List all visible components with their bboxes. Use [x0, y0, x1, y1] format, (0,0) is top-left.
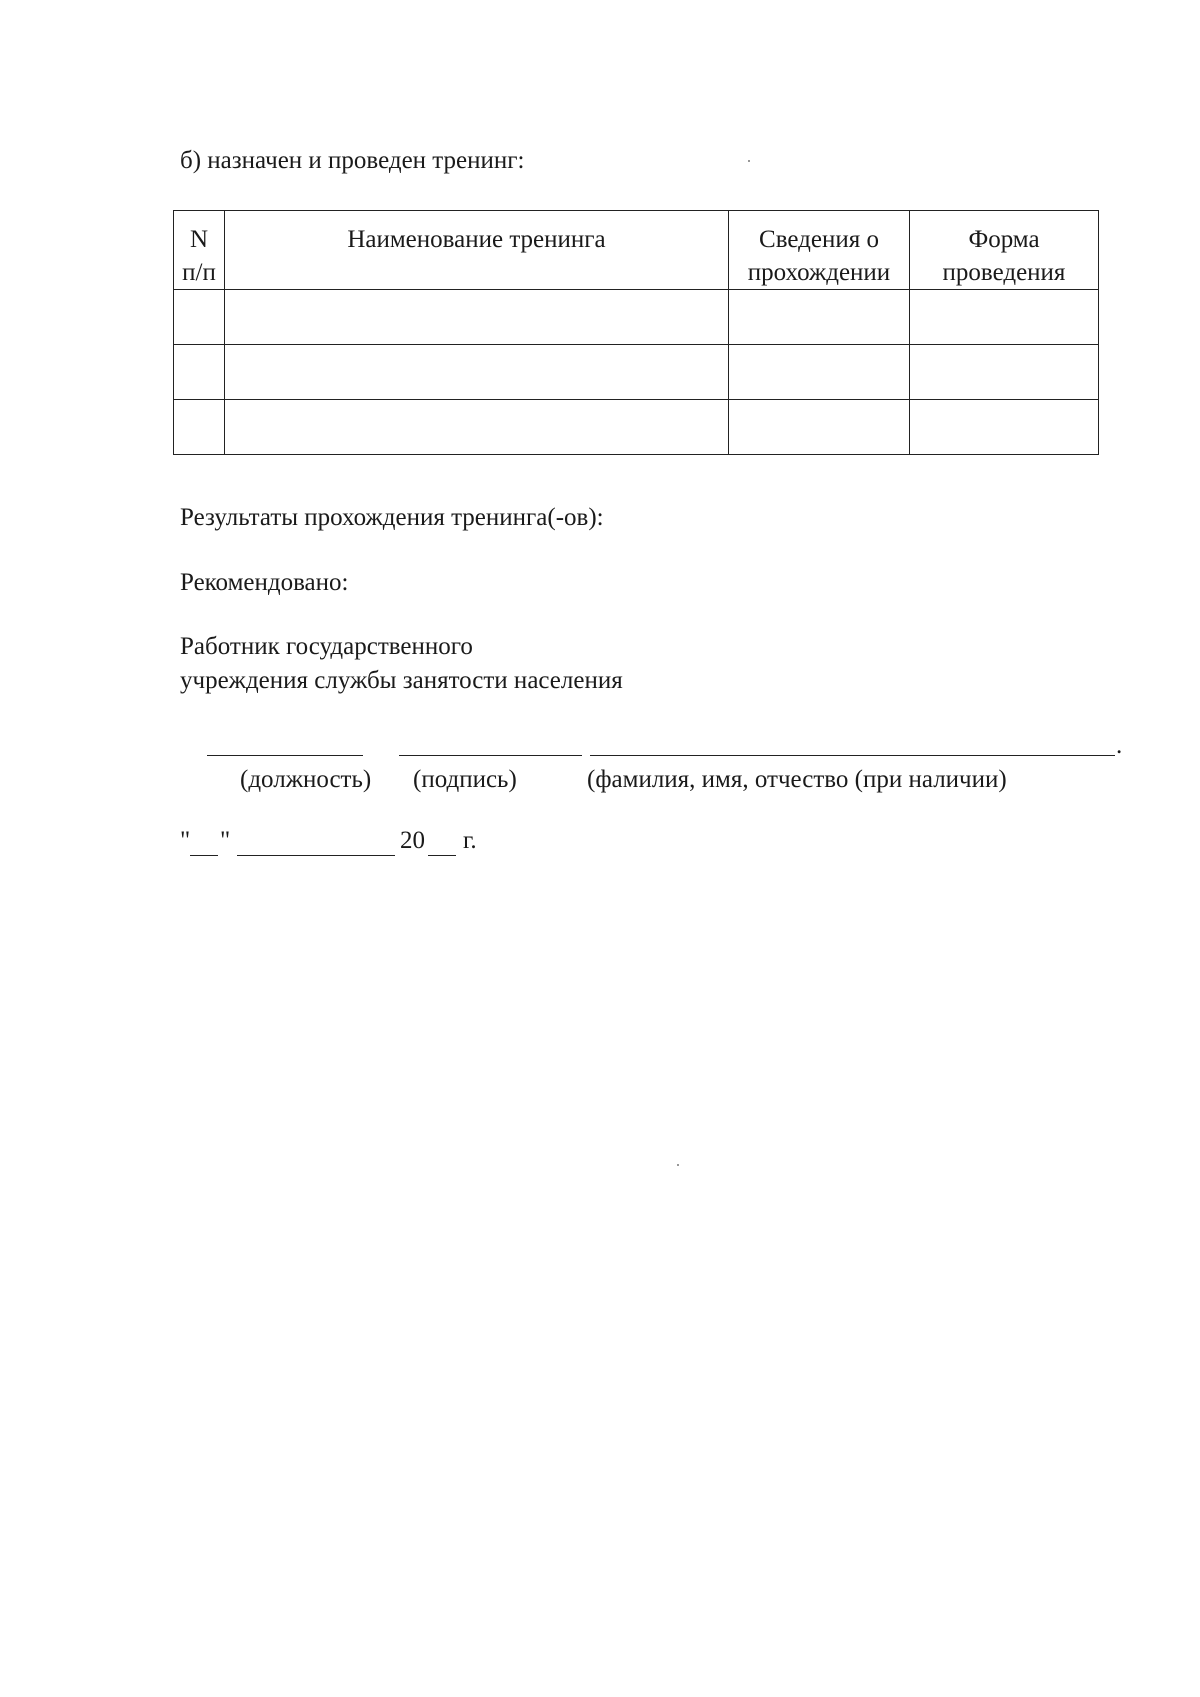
table-cell[interactable]	[225, 400, 729, 455]
training-table	[173, 210, 1099, 455]
table-cell[interactable]	[910, 290, 1099, 345]
scan-speck	[677, 1164, 679, 1166]
header-format-line1: Форма	[968, 226, 1040, 253]
scan-speck	[748, 160, 750, 162]
table-cell[interactable]	[174, 290, 225, 345]
date-day-close-quote: "	[220, 827, 231, 854]
section-heading: б) назначен и проведен тренинг:	[180, 147, 525, 174]
header-format-line2: проведения	[942, 259, 1066, 286]
date-year-prefix: 20	[400, 827, 425, 854]
table-cell[interactable]	[910, 400, 1099, 455]
table-cell[interactable]	[910, 345, 1099, 400]
header-training-name	[225, 211, 729, 290]
employee-title-line1: Работник государственного	[180, 633, 473, 660]
header-number-line2: п/п	[182, 259, 216, 286]
table-cell[interactable]	[729, 290, 910, 345]
fullname-blank-line[interactable]	[590, 755, 1115, 756]
table-header-row	[174, 211, 1099, 290]
date-year-suffix: г.	[463, 827, 477, 854]
table-cell[interactable]	[174, 345, 225, 400]
signature-caption: (подпись)	[413, 766, 517, 793]
header-format	[910, 211, 1099, 290]
date-month-blank[interactable]	[237, 855, 395, 856]
header-completion-info-line2: прохождении	[747, 259, 891, 286]
date-day-blank[interactable]	[190, 855, 218, 856]
blank-line-end-mark: .	[1116, 732, 1123, 759]
table-cell[interactable]	[729, 400, 910, 455]
header-training-name-line1: Наименование тренинга	[347, 226, 606, 253]
table-row	[174, 290, 1099, 345]
header-number	[174, 211, 225, 290]
header-completion-info	[729, 211, 910, 290]
date-day-open-quote: "	[180, 827, 191, 854]
table-cell[interactable]	[174, 400, 225, 455]
header-number-line1: N	[189, 226, 209, 253]
table-row	[174, 400, 1099, 455]
recommended-label: Рекомендовано:	[180, 569, 349, 596]
position-caption: (должность)	[240, 766, 372, 793]
header-completion-info-line1: Сведения о	[759, 226, 879, 253]
table-cell[interactable]	[225, 290, 729, 345]
signature-blank-line[interactable]	[399, 755, 582, 756]
employee-title-line2: учреждения службы занятости населения	[180, 667, 623, 694]
position-blank-line[interactable]	[207, 755, 363, 756]
table-cell[interactable]	[225, 345, 729, 400]
table-row	[174, 345, 1099, 400]
table-cell[interactable]	[729, 345, 910, 400]
results-label: Результаты прохождения тренинга(-ов):	[180, 504, 604, 531]
date-year-blank[interactable]	[428, 855, 456, 856]
fullname-caption: (фамилия, имя, отчество (при наличии)	[587, 766, 1007, 793]
